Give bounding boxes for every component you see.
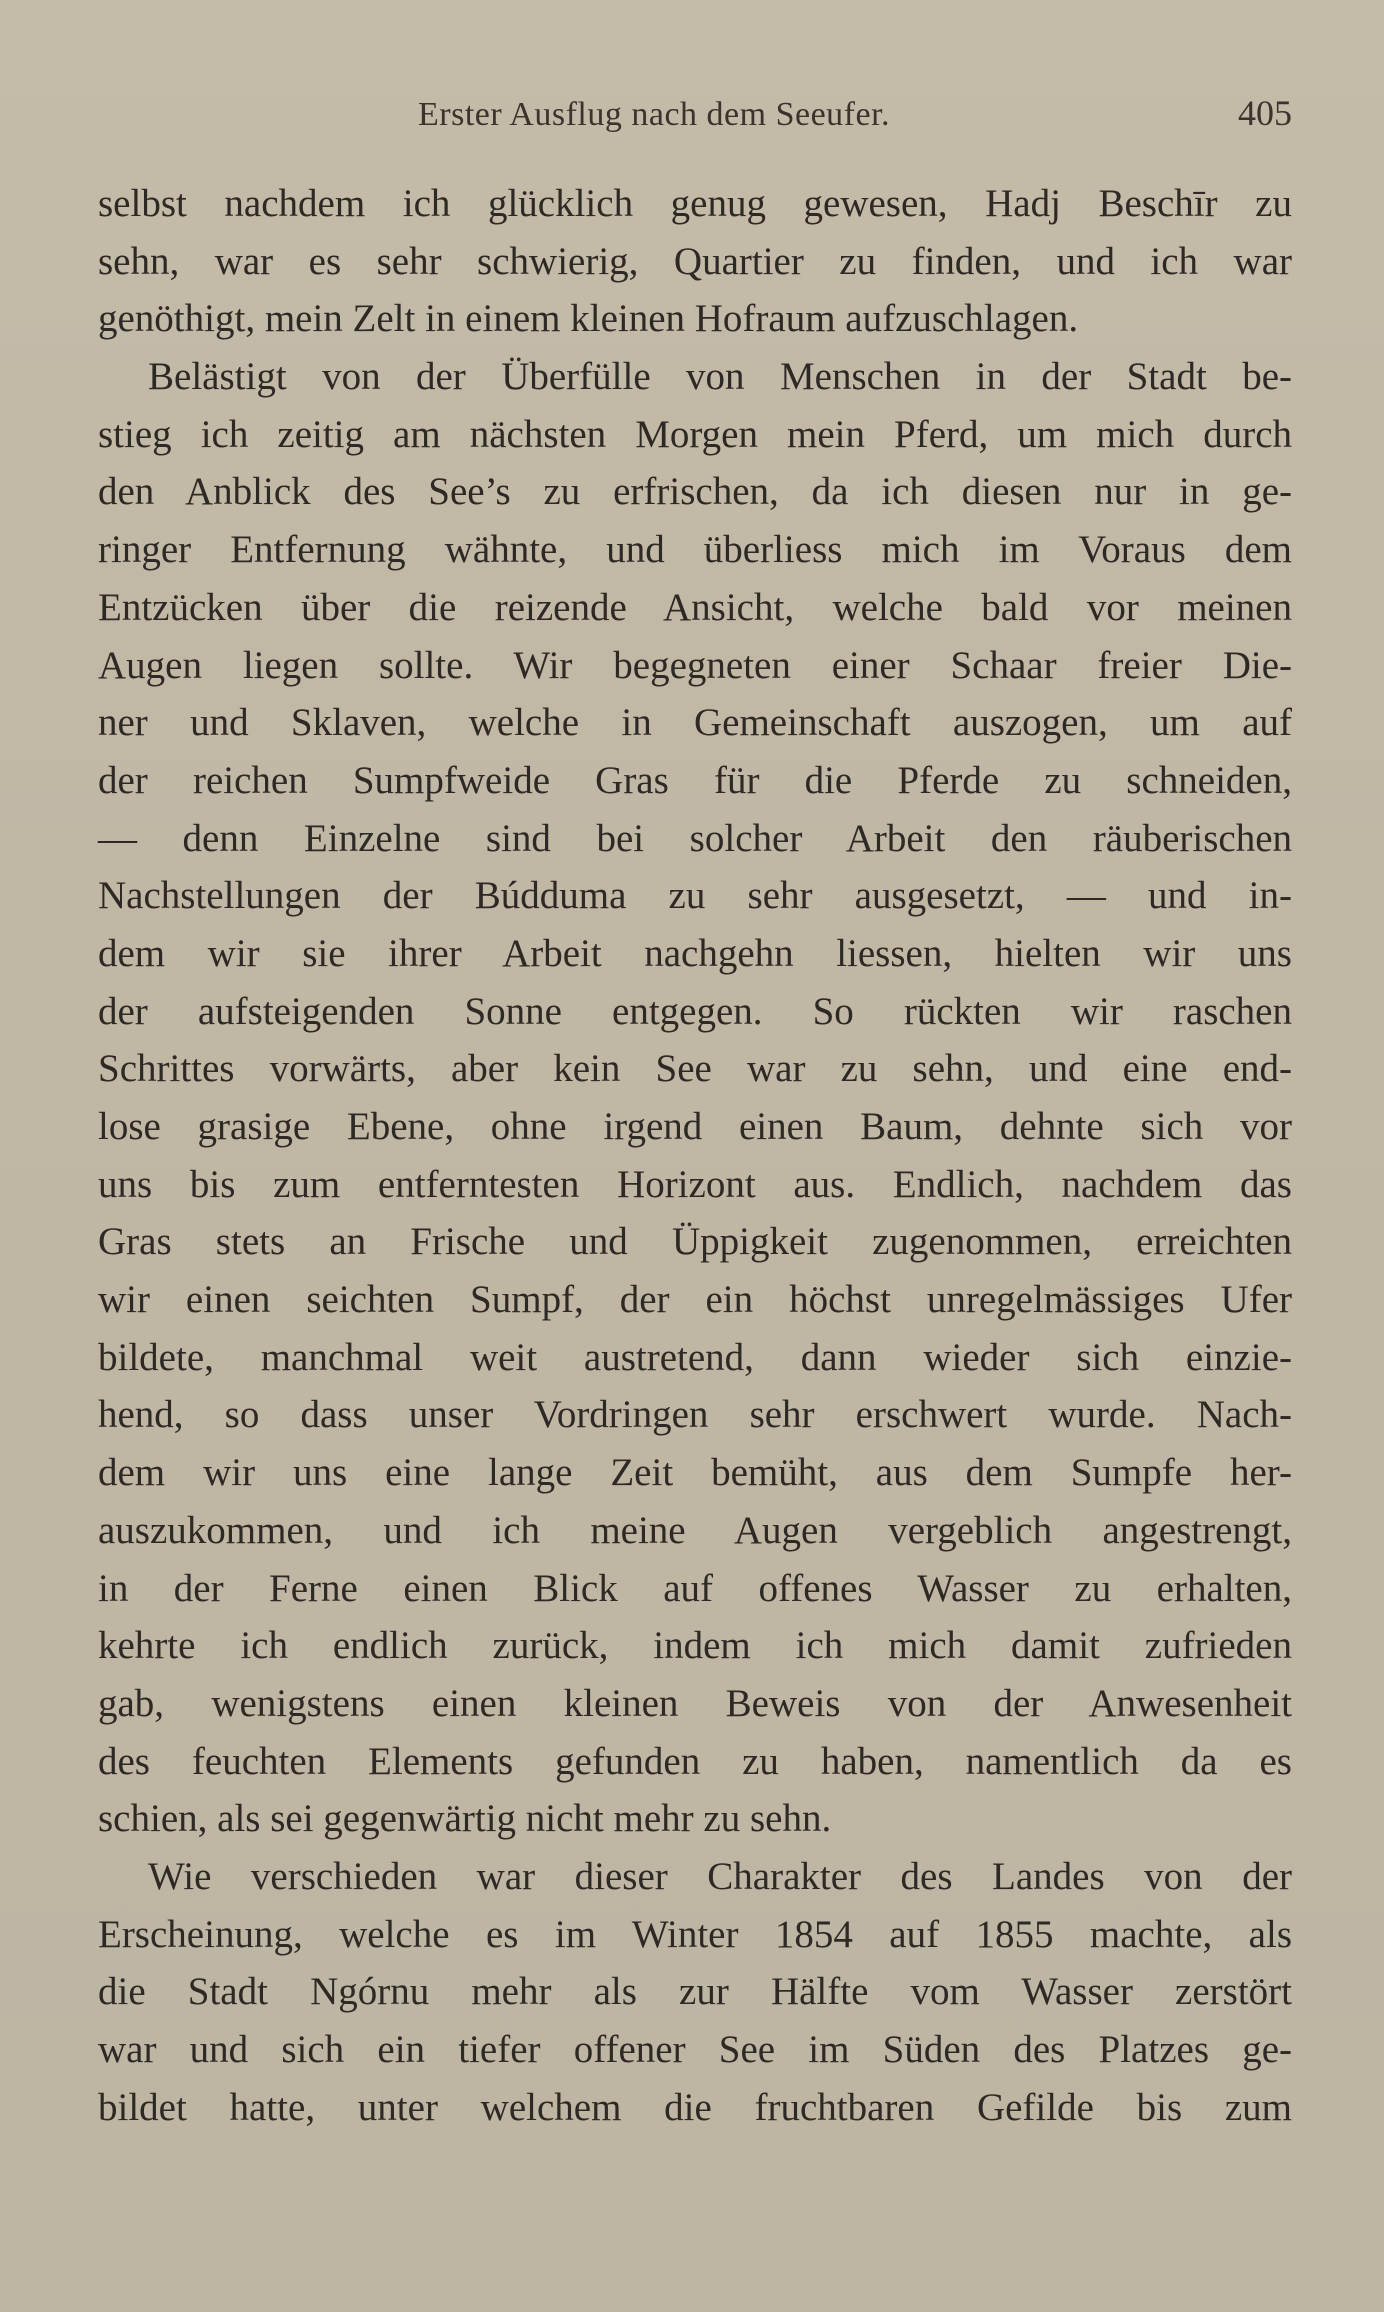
text-line: gab, wenigstens einen kleinen Beweis von der Anwesenheit bbox=[98, 1681, 1292, 1725]
text-line: wir einen seichten Sumpf, der ein höchst unregelmässiges Ufer bbox=[98, 1278, 1292, 1322]
text-line: lose grasige Ebene, ohne irgend einen Baum, dehnte sich vor bbox=[98, 1105, 1292, 1148]
text-line: Erscheinung, welche es im Winter 1854 auf 1855 machte, als bbox=[98, 1912, 1292, 1956]
text-line: — denn Einzelne sind bei solcher Arbeit den räuberischen bbox=[98, 816, 1292, 860]
text-line: war und sich ein tiefer offener See im Süden des Platzes ge- bbox=[98, 2028, 1292, 2071]
text-line: stieg ich zeitig am nächsten Morgen mein Pferd, um mich durch bbox=[98, 412, 1292, 456]
running-head bbox=[0, 93, 1384, 144]
text-line: in der Ferne einen Blick auf offenes Wasser zu erhalten, bbox=[98, 1566, 1292, 1610]
text-line: genöthigt, mein Zelt in einem kleinen Hofraum aufzuschlagen. bbox=[98, 297, 1079, 341]
text-line: dem wir sie ihrer Arbeit nachgehn liessen, hielten wir uns bbox=[98, 931, 1292, 975]
body-text bbox=[98, 175, 1292, 2136]
text-line: bildete, manchmal weit austretend, dann wieder sich einzie- bbox=[98, 1335, 1292, 1379]
text-line: des feuchten Elements gefunden zu haben, namentlich da es bbox=[98, 1739, 1292, 1783]
page-number: 405 bbox=[1238, 93, 1292, 133]
text-line: die Stadt Ngórnu mehr als zur Hälfte vom Wasser zerstört bbox=[98, 1970, 1292, 2014]
text-line: uns bis zum entferntesten Horizont aus. Endlich, nachdem das bbox=[98, 1162, 1292, 1206]
text-line: bildet hatte, unter welchem die fruchtbaren Gefilde bis zum bbox=[98, 2085, 1292, 2129]
text-line: dem wir uns eine lange Zeit bemüht, aus dem Sumpfe her- bbox=[98, 1451, 1292, 1495]
text-line: auszukommen, und ich meine Augen vergeblich angestrengt, bbox=[98, 1508, 1292, 1552]
running-title: Erster Ausflug nach dem Seeufer. bbox=[418, 96, 891, 133]
text-line: Nachstellungen der Búdduma zu sehr ausgesetzt, — und in- bbox=[98, 874, 1292, 918]
text-line: Augen liegen sollte. Wir begegneten einer Schaar freier Die- bbox=[98, 643, 1292, 687]
text-line: sehn, war es sehr schwierig, Quartier zu finden, und ich war bbox=[98, 239, 1292, 283]
text-line: Entzücken über die reizende Ansicht, welche bald vor meinen bbox=[98, 585, 1292, 629]
text-line: schien, als sei gegenwärtig nicht mehr zu sehn. bbox=[98, 1797, 832, 1841]
text-line: den Anblick des See’s zu erfrischen, da ich diesen nur in ge- bbox=[98, 470, 1292, 514]
text-line: ringer Entfernung wähnte, und überliess mich im Voraus dem bbox=[98, 528, 1292, 572]
text-line: selbst nachdem ich glücklich genug gewesen, Hadj Beschīr zu bbox=[98, 182, 1292, 225]
text-line: Gras stets an Frische und Üppigkeit zugenommen, erreichten bbox=[98, 1220, 1292, 1264]
text-line: der aufsteigenden Sonne entgegen. So rückten wir raschen bbox=[98, 989, 1292, 1033]
text-line: ner und Sklaven, welche in Gemeinschaft auszogen, um auf bbox=[98, 701, 1292, 745]
text-line: der reichen Sumpfweide Gras für die Pferde zu schneiden, bbox=[98, 758, 1292, 802]
text-line: hend, so dass unser Vordringen sehr erschwert wurde. Nach- bbox=[98, 1393, 1292, 1437]
text-line: Wie verschieden war dieser Charakter des Landes von der bbox=[148, 1854, 1292, 1898]
text-line: Schrittes vorwärts, aber kein See war zu sehn, und eine end- bbox=[98, 1047, 1292, 1091]
text-line: kehrte ich endlich zurück, indem ich mich damit zufrieden bbox=[98, 1624, 1292, 1668]
text-line: Belästigt von der Überfülle von Menschen in der Stadt be- bbox=[148, 355, 1292, 399]
